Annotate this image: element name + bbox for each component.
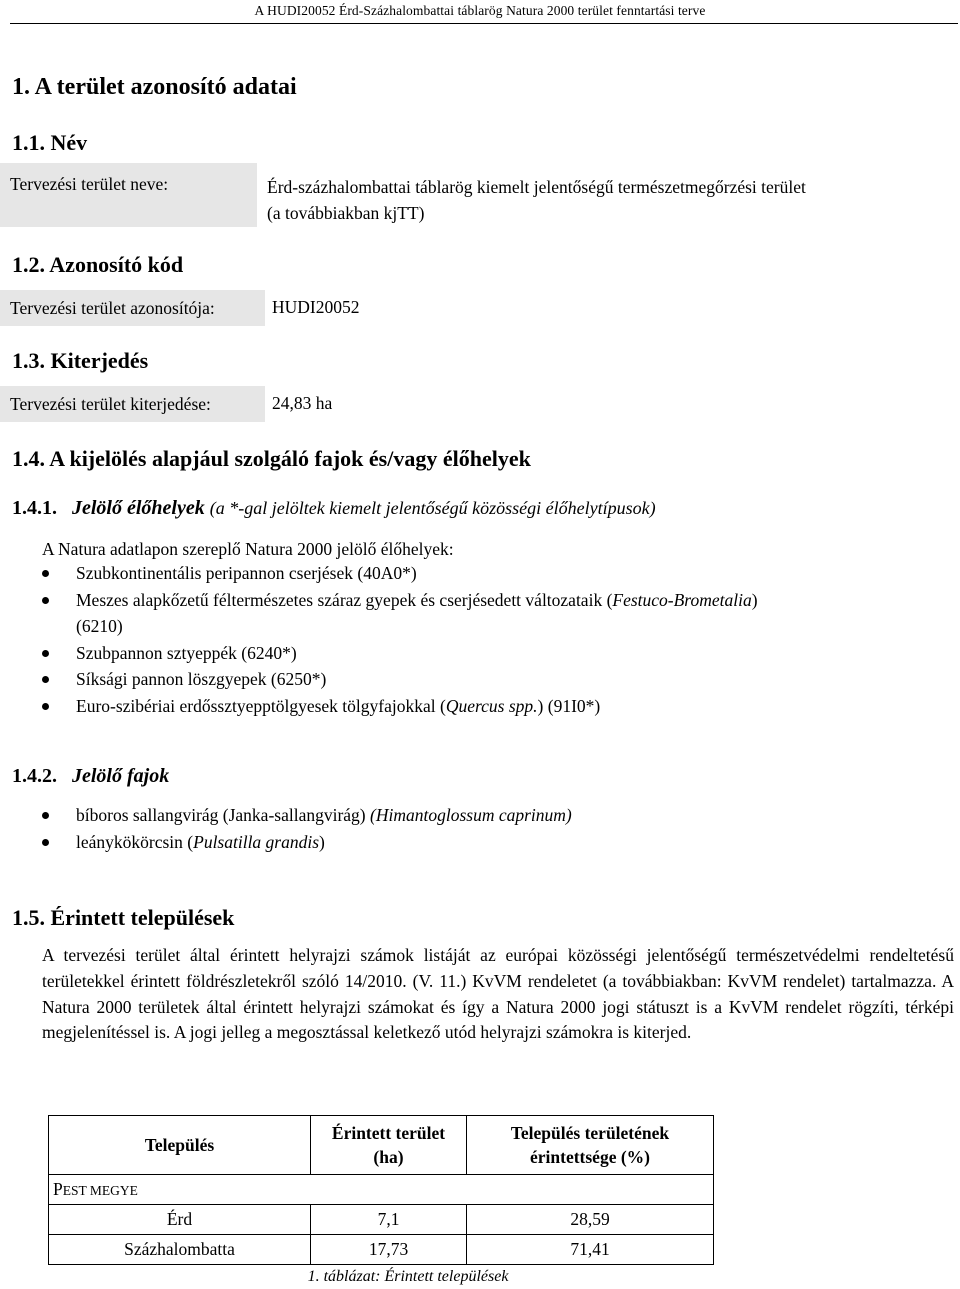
section-1-4-heading: 1.4. A kijelölés alapjául szolgáló fajok és/vagy élőhelyek: [12, 446, 531, 471]
settlement-name: Érd: [49, 1205, 311, 1235]
section-1-heading: 1. A terület azonosító adatai: [12, 74, 297, 100]
bullet-icon: [42, 597, 49, 604]
county-label: PEST MEGYE: [49, 1175, 714, 1205]
list-item: Síksági pannon löszgyepek (6250*): [40, 666, 758, 693]
table-header: Település: [49, 1116, 311, 1175]
section-1-4-2-title: Jelölő fajok: [72, 765, 170, 787]
section-1-4-2-number: 1.4.2.: [12, 765, 57, 787]
bullet-icon: [42, 650, 49, 657]
table-group-row: [49, 1175, 714, 1205]
name-value-line2: (a továbbiakban kjTT): [267, 203, 425, 223]
page-header: A HUDI20052 Érd-Százhalombattai táblarög Natura 2000 terület fenntartási terve: [254, 3, 706, 18]
section-1-4-1-subtitle: (a *-gal jelöltek kiemelt jelentőségű közösségi élőhelytípusok): [209, 498, 656, 518]
bullet-icon: [42, 570, 49, 577]
table-header: Település területének érintettsége (%): [467, 1116, 714, 1175]
section-1-2-heading: 1.2. Azonosító kód: [12, 252, 184, 277]
bullet-icon: [42, 839, 49, 846]
section-1-1-heading: 1.1. Név: [12, 130, 88, 155]
name-value: [267, 174, 806, 226]
name-value-line1: Érd-százhalombattai táblarög kiemelt jelentőségű természetmegőrzési terület: [267, 177, 806, 197]
section-1-4-2-heading: [12, 765, 169, 788]
settlements-paragraph: A tervezési terület által érintett helyrajzi számok listáját az európai közösségi jelentőségű természetvédelmi rendeltetésű területekkel érintett földrészletekről szóló 14/2010. (V. 11.) KvVM rendeletet (a továbbiakban: KvVM rendelet) tartalmazza. A Natura 2000 területek által érintett helyrajzi számokat és így a Natura 2000 jogi státuszt is a KvVM rendelet rögzíti, térképi megjelenítéssel is. A jogi jelleg a megosztással keletkező utód helyrajzi számokra is kiterjed.: [42, 945, 954, 1043]
list-item: leánykökörcsin (Pulsatilla grandis): [40, 829, 572, 856]
bullet-icon: [42, 703, 49, 710]
table-row: [49, 1205, 714, 1235]
section-1-4-1-title: Jelölő élőhelyek: [72, 497, 205, 519]
extent-label: Tervezési terület kiterjedése:: [0, 386, 265, 422]
section-1-5-heading: 1.5. Érintett települések: [12, 905, 235, 930]
species-list: [40, 802, 572, 855]
table-row: [49, 1235, 714, 1265]
header-divider: [10, 23, 958, 24]
bullet-icon: [42, 676, 49, 683]
settlement-area: 7,1: [311, 1205, 467, 1235]
section-1-4-1-heading: [12, 497, 656, 520]
id-label: Tervezési terület azonosítója:: [0, 290, 265, 326]
settlement-area: 17,73: [311, 1235, 467, 1265]
habitat-list: [40, 560, 758, 719]
habitats-intro: A Natura adatlapon szereplő Natura 2000 jelölő élőhelyek:: [42, 539, 454, 559]
table-header-row: [49, 1116, 714, 1175]
list-item: Euro-szibériai erdőssztyepptölgyesek tölgyfajokkal (Quercus spp.) (91I0*): [40, 693, 758, 720]
settlement-percent: 28,59: [467, 1205, 714, 1235]
settlement-percent: 71,41: [467, 1235, 714, 1265]
table-header: Érintett terület (ha): [311, 1116, 467, 1175]
bullet-icon: [42, 812, 49, 819]
list-item: bíboros sallangvirág (Janka-sallangvirág) (Himantoglossum caprinum): [40, 802, 572, 829]
list-item: Meszes alapkőzetű féltermészetes száraz gyepek és cserjésedett változataik (Festuco-Brometalia) (6210): [40, 587, 758, 640]
list-item: Szubkontinentális peripannon cserjések (40A0*): [40, 560, 758, 587]
name-label: Tervezési terület neve:: [0, 163, 257, 227]
settlement-name: Százhalombatta: [49, 1235, 311, 1265]
id-value: HUDI20052: [272, 297, 360, 317]
extent-value: 24,83 ha: [272, 393, 333, 413]
table-caption: 1. táblázat: Érintett települések: [307, 1268, 509, 1285]
list-item: Szubpannon sztyeppék (6240*): [40, 640, 758, 667]
settlements-table: [48, 1115, 714, 1265]
section-1-4-1-number: 1.4.1.: [12, 497, 57, 519]
section-1-3-heading: 1.3. Kiterjedés: [12, 348, 149, 373]
